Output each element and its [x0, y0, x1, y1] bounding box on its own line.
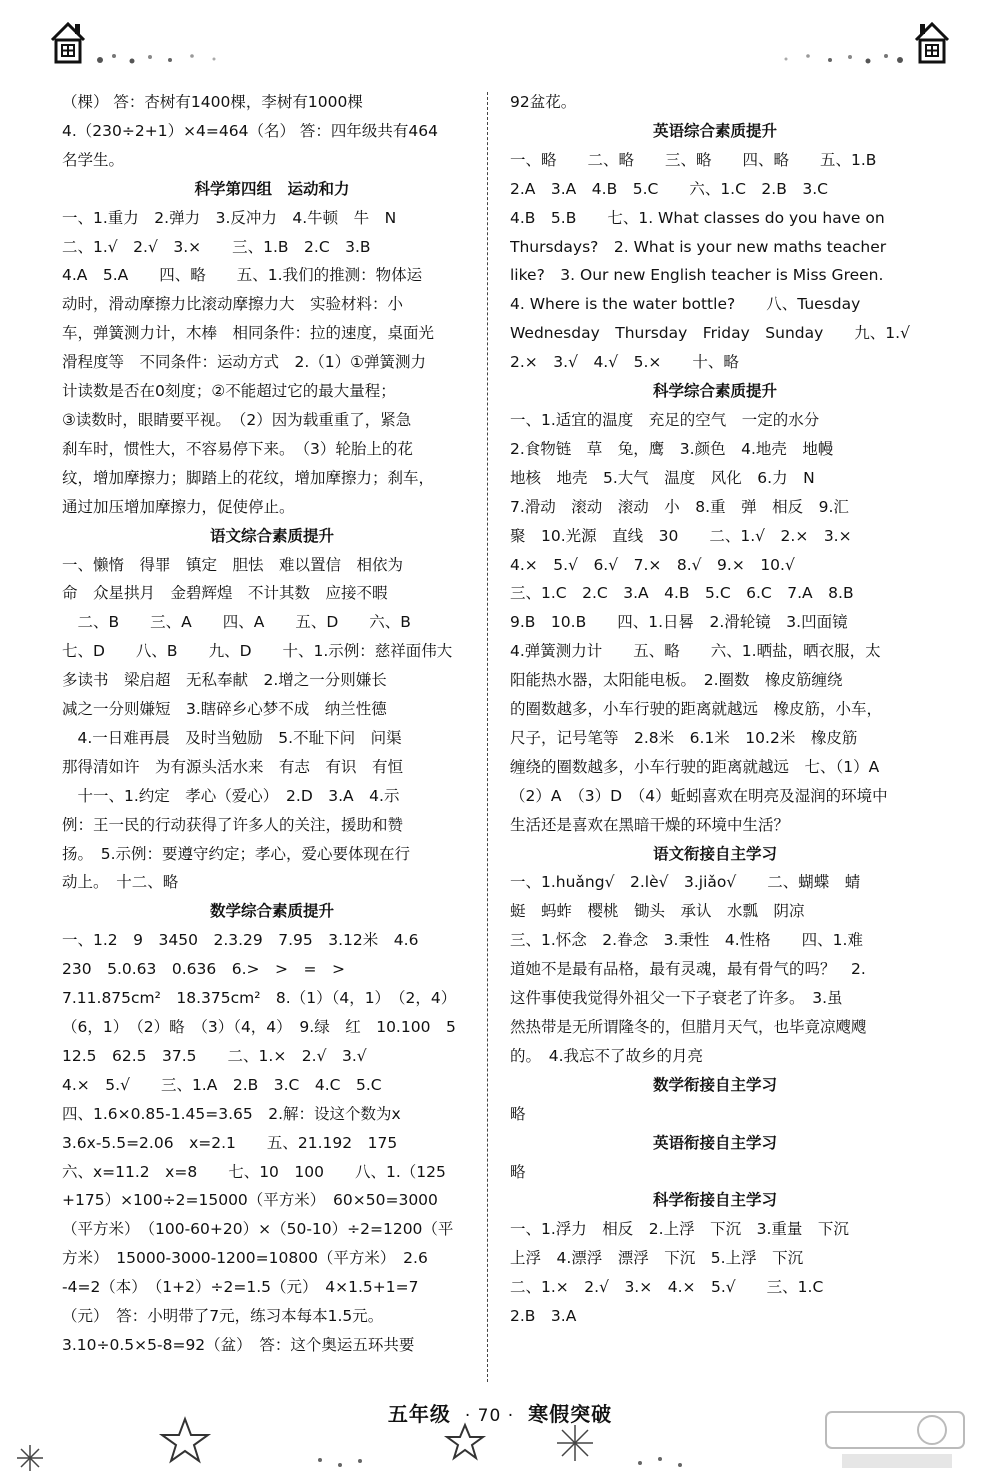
footer-title: 寒假突破 [528, 1402, 613, 1426]
answer-line: 阳能热水器，太阳能电板。 2.圈数 橡皮筋缠绕 [510, 671, 843, 690]
answer-line: 名学生。 [62, 150, 125, 169]
answer-line: 生活还是喜欢在黑暗干燥的环境中生活？ [510, 815, 790, 834]
decorative-dots-icon [92, 48, 242, 68]
answer-line: 减之一分则嫌短 3.瞎碎乡心梦不成 纳兰性德 [62, 700, 387, 719]
section-heading: 科学综合素质提升 [652, 382, 777, 401]
section-heading: 语文综合素质提升 [209, 526, 334, 545]
section-heading: 数学综合素质提升 [209, 902, 334, 921]
snowflake-icon [557, 1425, 593, 1461]
answer-line: 计读数是否在0刻度；②不能超过它的最大量程； [62, 382, 396, 401]
star-icon [162, 1419, 208, 1461]
answer-line: 一、1.huǎng√ 2.lè√ 3.jiǎo√ 二、蝴蝶 蜻 [510, 873, 861, 892]
answer-line: Wednesday Thursday Friday Sunday 九、1.√ [510, 324, 910, 343]
right-answer-column [510, 88, 920, 1331]
answer-line: 2.A 3.A 4.B 5.C 六、1.C 2.B 3.C [510, 179, 828, 198]
answer-line: 230 5.0.63 0.636 6.> > = > [62, 960, 345, 979]
answer-line: +175）×100÷2=15000（平方米） 60×50=3000 [62, 1191, 438, 1210]
answer-line: 通过加压增加摩擦力，促使停止。 [62, 497, 295, 516]
answer-line: 这件事使我觉得外祖父一下子衰老了许多。 3.虽 [510, 989, 843, 1008]
answer-line: 一、略 二、略 三、略 四、略 五、1.B [510, 150, 877, 169]
header-decoration-right [732, 18, 952, 78]
answer-line: （元） 答：小明带了7元，练习本每本1.5元。 [62, 1307, 384, 1326]
answer-line: 四、1.6×0.85-1.45=3.65 2.解：设这个数为x [62, 1104, 401, 1123]
answer-line: 的圈数越多，小车行驶的距离就越远 橡皮筋，小车， [510, 700, 883, 719]
section-heading: 科学衔接自主学习 [652, 1191, 777, 1210]
answer-line: 三、1.怀念 2.眷念 3.秉性 4.性格 四、1.难 [510, 931, 863, 950]
answer-line: 地核 地壳 5.大气 温度 风化 6.力 N [510, 468, 815, 487]
answer-line: 4.× 5.√ 三、1.A 2.B 3.C 4.C 5.C [62, 1075, 382, 1094]
footer-grade: 五年级 [387, 1402, 451, 1426]
decorative-dots-icon [758, 48, 908, 68]
house-icon [912, 18, 952, 68]
answer-line: （2）A （3）D （4）蚯蚓喜欢在明亮及湿润的环境中 [510, 786, 888, 805]
answer-line: 2.B 3.A [510, 1307, 577, 1326]
answer-line: 一、1.2 9 3450 2.3.29 7.95 3.12米 4.6 [62, 931, 419, 950]
section-heading: 英语衔接自主学习 [652, 1133, 777, 1152]
answer-line: 多读书 梁启超 无私奉献 2.增之一分则嫌长 [62, 671, 387, 690]
answer-line: 2.× 3.√ 4.√ 5.× 十、略 [510, 353, 739, 372]
answer-line: 4. Where is the water bottle? 八、Tuesday [510, 295, 861, 314]
house-icon [48, 18, 88, 68]
answer-line: 4.一日难再晨 及时当勉励 5.不耻下问 问渠 [62, 728, 402, 747]
star-icon [447, 1425, 483, 1458]
answer-line: 六、x=11.2 x=8 七、10 100 八、1.（125 [62, 1162, 446, 1181]
section-heading: 数学衔接自主学习 [652, 1075, 777, 1094]
answer-line: 92盆花。 [510, 93, 577, 111]
answer-line: 3.6x-5.5=2.06 x=2.1 五、21.192 175 [62, 1133, 398, 1152]
snowflake-icon [17, 1445, 43, 1471]
column-divider [487, 92, 488, 1382]
dots-decoration-icon [318, 1457, 682, 1467]
header-decoration-left [48, 18, 268, 78]
answer-line: 一、1.浮力 相反 2.上浮 下沉 3.重量 下沉 [510, 1220, 849, 1239]
answer-line: 扬。 5.示例：要遵守约定；孝心，爱心要体现在行 [62, 844, 411, 863]
answer-line: 那得清如许 为有源头活水来 有志 有识 有恒 [62, 757, 404, 776]
section-heading: 英语综合素质提升 [652, 121, 777, 140]
left-answer-column [62, 88, 482, 1360]
answer-line: 一、1.适宜的温度 充足的空气 一定的水分 [510, 410, 820, 429]
answer-line: 动上。 十二、略 [62, 873, 179, 892]
answer-line: （平方米） （100-60+20）×（50-10）÷2=1200（平 [62, 1220, 454, 1239]
answer-line: 动时，滑动摩擦力比滚动摩擦力大 实验材料：小 [62, 295, 404, 314]
section-heading: 科学第四组 运动和力 [194, 179, 350, 198]
answer-line: 的。 4.我忘不了故乡的月亮 [510, 1046, 704, 1065]
answer-line: 7.11.875cm² 18.375cm² 8.（1）（4，1） （2，4） [62, 989, 457, 1008]
answer-line: 二、1.√ 2.√ 3.× 三、1.B 2.C 3.B [62, 237, 371, 256]
answer-line: （棵） 答：杏树有1400棵，李树有1000棵 [62, 93, 363, 111]
answer-line: 上浮 4.漂浮 漂浮 下沉 5.上浮 下沉 [510, 1249, 804, 1268]
answer-line: 尺子，记号笔等 2.8米 6.1米 10.2米 橡皮筋 [510, 728, 858, 747]
answer-line: 道她不是最有品格，最有灵魂，最有骨气的吗？ 2. [510, 960, 866, 979]
answer-line: 纹，增加摩擦力；脚踏上的花纹，增加摩擦力；刹车， [62, 468, 435, 487]
answer-line: 然热带是无所谓隆冬的，但腊月天气，也毕竟凉飕飕 [510, 1018, 867, 1036]
answer-line: like? 3. Our new English teacher is Miss Green. [510, 266, 884, 285]
answer-line: 车，弹簧测力计，木棒 相同条件：拉的速度，桌面光 [62, 324, 435, 343]
answer-line: 二、B 三、A 四、A 五、D 六、B [62, 613, 411, 632]
answer-line: Thursdays? 2. What is your new maths teacher [510, 237, 887, 256]
answer-line: 一、1.重力 2.弹力 3.反冲力 4.牛顿 牛 N [62, 208, 397, 227]
answer-line: 3.10÷0.5×5-8=92（盆） 答：这个奥运五环共要 [62, 1335, 415, 1354]
answer-line: 2.食物链 草 兔，鹰 3.颜色 4.地壳 地幔 [510, 439, 834, 458]
answer-line: 略 [510, 1162, 526, 1181]
answer-line: 略 [510, 1104, 526, 1123]
answer-line: 4.× 5.√ 6.√ 7.× 8.√ 9.× 10.√ [510, 555, 795, 574]
answer-line: 刹车时，惯性大，不容易停下来。 （3）轮胎上的花 [62, 439, 413, 458]
answer-line: 9.B 10.B 四、1.日晷 2.滑轮镜 3.凹面镜 [510, 613, 848, 632]
answer-line: 4.（230÷2+1）×4=464（名） 答：四年级共有464 [62, 121, 439, 140]
answer-line: 二、1.× 2.√ 3.× 4.× 5.√ 三、1.C [510, 1278, 824, 1297]
answer-line: -4=2（本） （1+2）÷2=1.5（元） 4×1.5+1=7 [62, 1278, 419, 1297]
answer-line: 三、1.C 2.C 3.A 4.B 5.C 6.C 7.A 8.B [510, 584, 854, 603]
answer-line: 一、懒惰 得罪 镇定 胆怯 难以置信 相依为 [62, 555, 404, 574]
answer-line: 7.滑动 滚动 滚动 小 8.重 弹 相反 9.汇 [510, 497, 849, 516]
footer-page-number: · 70 · [464, 1406, 515, 1426]
answer-line: 滑程度等 不同条件：运动方式 2.（1）①弹簧测力 [62, 353, 427, 372]
answer-line: 蜓 蚂蚱 樱桃 锄头 承认 水瓢 阴凉 [510, 902, 805, 921]
answer-line: 4.A 5.A 四、略 五、1.我们的推测：物体运 [62, 266, 423, 285]
answer-line: 命 众星拱月 金碧辉煌 不计其数 应接不暇 [62, 584, 388, 603]
answer-line: 4.弹簧测力计 五、略 六、1.晒盐，晒衣服，太 [510, 642, 881, 661]
answer-line: 七、D 八、B 九、D 十、1.示例：慈祥面伟大 [62, 642, 453, 661]
answer-line: 4.B 5.B 七、1. What classes do you have on [510, 208, 885, 227]
watermark-logo [822, 1410, 972, 1472]
answer-line: ③读数时，眼睛要平视。 （2）因为载重重了，紧急 [62, 410, 412, 429]
answer-line: 聚 10.光源 直线 30 二、1.√ 2.× 3.× [510, 526, 852, 545]
answer-line: 缠绕的圈数越多，小车行驶的距离就越远 七、（1）A [510, 757, 880, 776]
section-heading: 语文衔接自主学习 [652, 844, 777, 863]
answer-line: （6，1） （2）略 （3）（4，4） 9.绿 红 10.100 5 [62, 1018, 456, 1036]
answer-line: 方米） 15000-3000-1200=10800（平方米） 2.6 [62, 1249, 428, 1268]
answer-line: 十一、1.约定 孝心（爱心） 2.D 3.A 4.示 [62, 786, 400, 805]
answer-line: 12.5 62.5 37.5 二、1.× 2.√ 3.√ [62, 1046, 367, 1065]
answer-line: 例：王一民的行动获得了许多人的关注，援助和赞 [62, 815, 404, 834]
